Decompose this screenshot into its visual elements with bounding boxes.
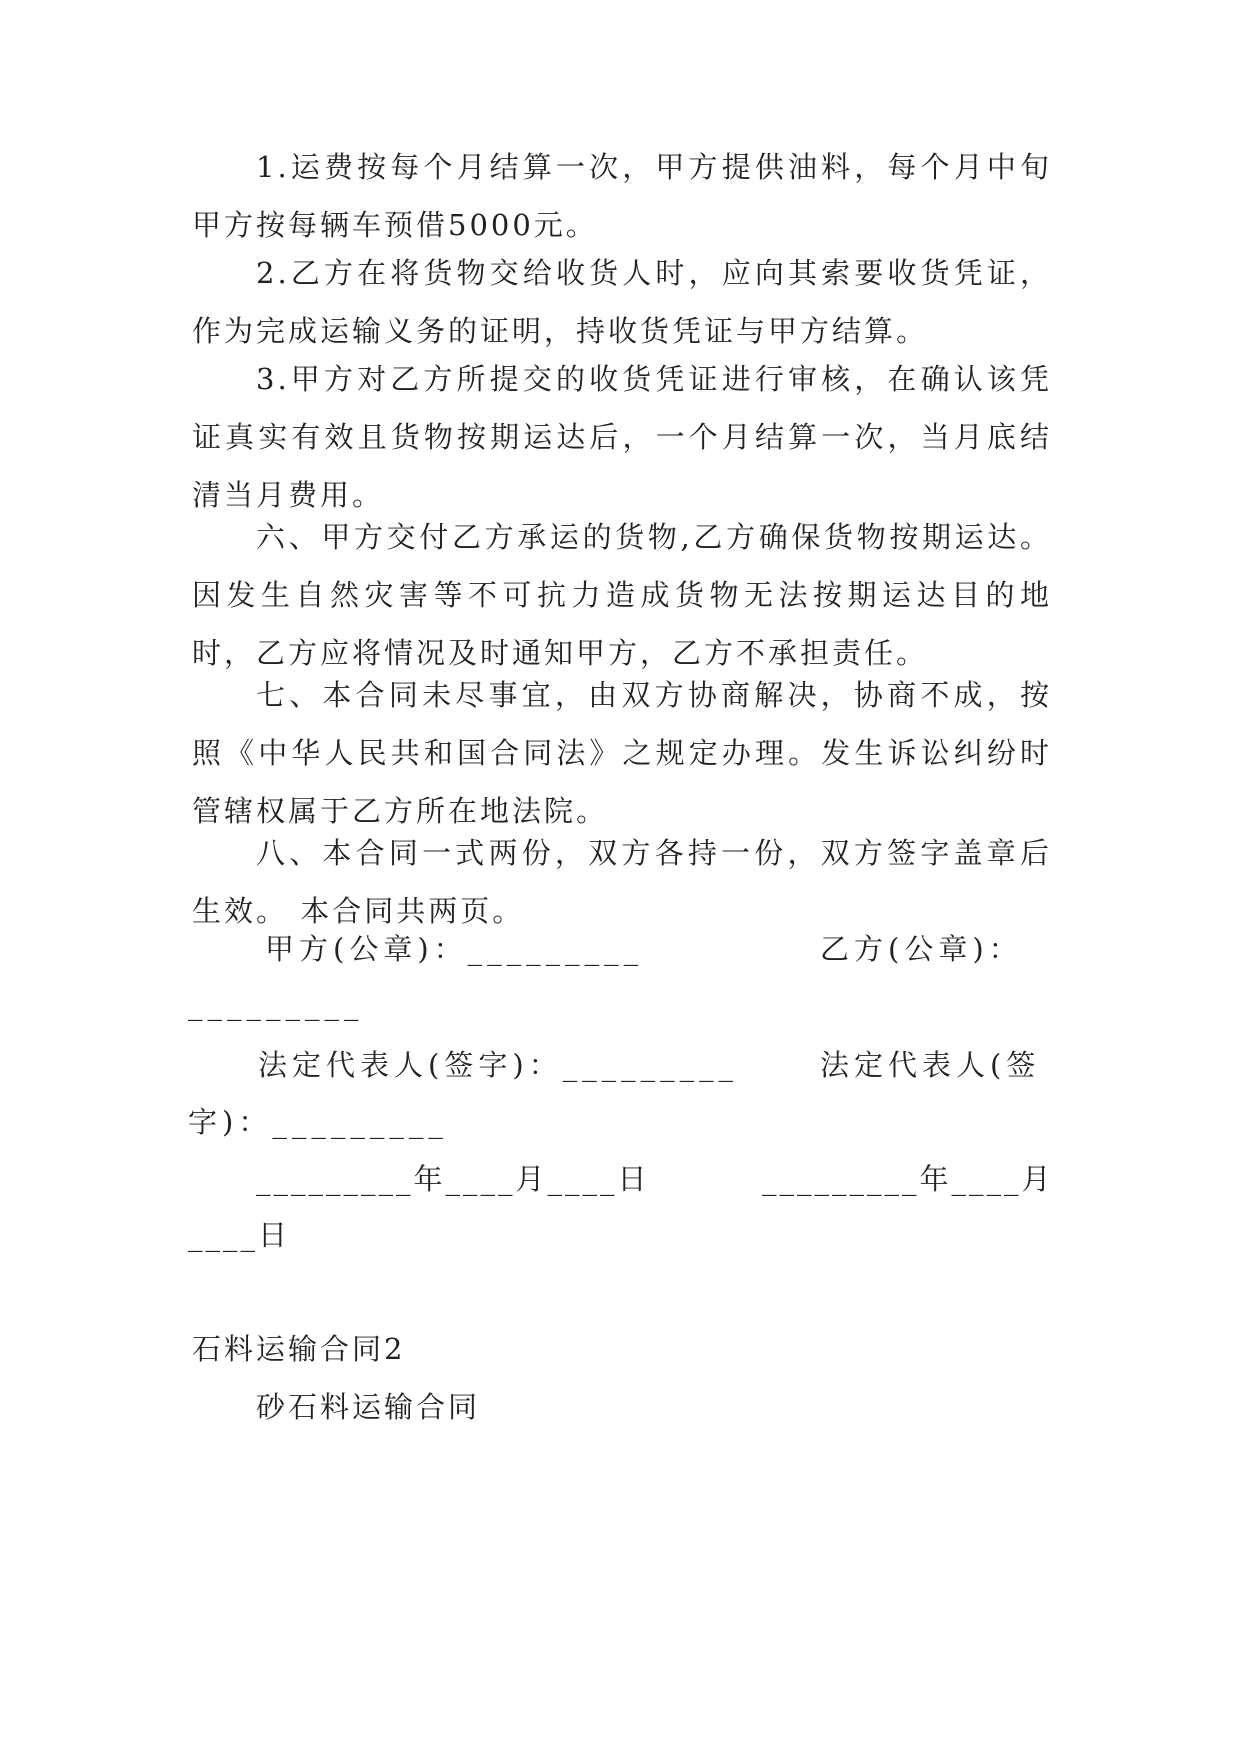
clause-seven-disputes: 七、本合同未尽事宜，由双方协商解决，协商不成，按照《中华人民共和国合同法》之规定办理。发生诉讼纠纷时管辖权属于乙方所在地法院。 [192,678,1052,828]
clause-eight-copies: 八、本合同一式两份，双方各持一份，双方签字盖章后生效。 本合同共两页。 [192,836,1052,928]
party-b-representative-line: 法定代表人(签 [820,1048,1041,1082]
clause-receipt-voucher: 2.乙方在将货物交给收货人时，应向其索要收货凭证，作为完成运输义务的证明，持收货凭证与甲方结算。 [192,256,1052,348]
party-b-date-line: _________年____月 [762,1162,1054,1196]
clause-voucher-review: 3.甲方对乙方所提交的收货凭证进行审核，在确认该凭证真实有效且货物按期运达后，一个月结算一次，当月底结清当月费用。 [192,362,1052,512]
party-b-seal-line: 乙方(公章)： [820,932,1023,966]
clause-payment-monthly: 1.运费按每个月结算一次，甲方提供油料，每个月中旬甲方按每辆车预借5000元。 [192,150,1052,242]
section-title: 石料运输合同2 [192,1332,406,1366]
party-b-representative-line-cont: 字)：_________ [188,1105,448,1139]
party-b-date-line-cont: ____日 [188,1218,291,1252]
section-subtitle: 砂石料运输合同 [256,1390,481,1424]
clause-six-delivery: 六、甲方交付乙方承运的货物,乙方确保货物按期运达。因发生自然灾害等不可抗力造成货物无法按期运达目的地时，乙方应将情况及时通知甲方，乙方不承担责任。 [192,520,1052,670]
party-a-seal-line: 甲方(公章)：_________ [265,932,644,966]
party-a-representative-line: 法定代表人(签字)：_________ [258,1048,739,1082]
party-a-date-line: _________年____月____日 [256,1162,650,1196]
party-b-seal-blank: _________ [188,987,364,1021]
